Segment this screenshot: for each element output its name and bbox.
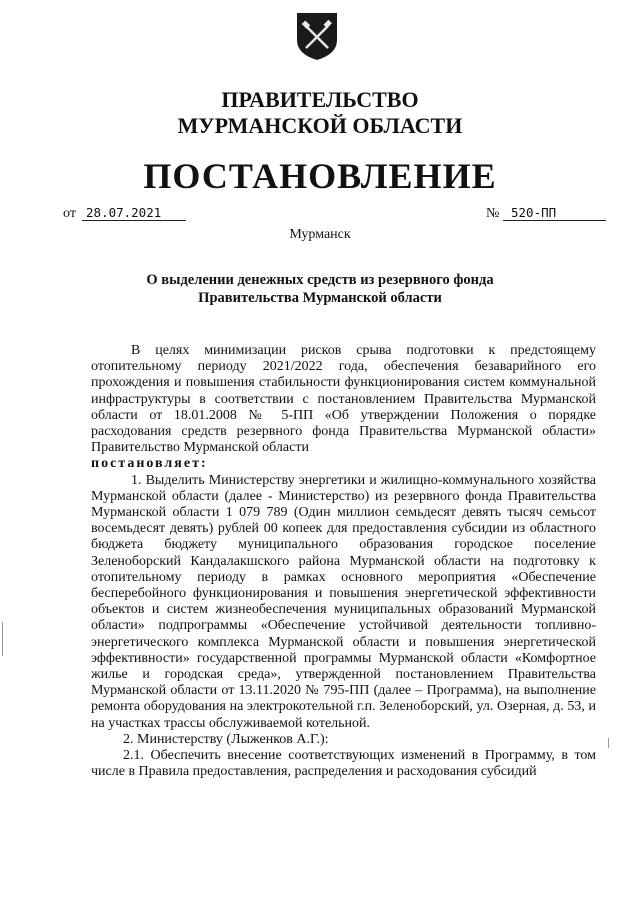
subject-line1: О выделении денежных средств из резервного фонда [146, 272, 494, 288]
government-title-line2: МУРМАНСКОЙ ОБЛАСТИ [177, 113, 463, 138]
preamble-text: В целях минимизации рисков срыва подготовки к предстоящему отопительному периоду 2021/2022 года, обеспечения безаварийного его прохождения и повышения стабильности функционирования систем коммунальной инфраструктуры в соответствии с постановлением Правительства Мурманской области от 18.01.2008 № 5-ПП «Об утверждении Положения о порядке расходования средств резервного фонда Правительства Мурманской области» Правительство Мурманской области [91, 343, 596, 456]
item-1-paragraph: 1. Выделить Министерству энергетики и жилищно-коммунального хозяйства Мурманской области (далее - Министерство) из резервного фонда Правительства Мурманской области 1 079 789 (Один миллион семьдесят девять тысяч семьсот восемьдесят девять) рублей 00 копеек для предоставления субсидии из областного бюджета бюджету муниципального образования городское поселение Зеленоборский Кандалакшского района Мурманской области на подготовку к отопительному периоду в рамках основного мероприятия «Обеспечение бесперебойного функционирования и повышения энергетической эффективности объектов и систем жизнеобеспечения муниципальных образований Мурманской области» подпрограммы «Обеспечение устойчивой деятельности топливно-энергетического комплекса Мурманской области и повышения энергетической эффективности» государственной программы Мурманской области «Комфортное жилье и городская среда», утвержденной постановлением Правительства Мурманской области от 13.11.2020 № 795-ПП (далее – Программа), на выполнение ремонта оборудования на электрокотельной г.п. Зеленоборский, ул. Озерная, д. 53, и на участках трассы обслуживаемой котельной. [91, 472, 596, 731]
document-date: 28.07.2021 [82, 205, 186, 221]
date-prefix: от [63, 206, 76, 221]
resolves-paragraph [91, 456, 596, 472]
coat-of-arms-icon [294, 10, 340, 62]
item-2-1-paragraph: 2.1. Обеспечить внесение соответствующих изменений в Программу, в том числе в Правила предоставления, распределения и расходования субсидий [91, 748, 596, 780]
subject-line2: Правительства Мурманской области [198, 290, 442, 306]
resolves-word: постановляет: [91, 456, 208, 472]
city-name: Мурманск [289, 227, 351, 242]
document-type-title: ПОСТАНОВЛЕНИЕ [143, 156, 497, 196]
government-title-line1: ПРАВИТЕЛЬСТВО [221, 87, 419, 112]
preamble-paragraph [91, 343, 596, 456]
document-body [91, 343, 596, 780]
scan-margin-mark [608, 738, 609, 748]
number-prefix: № [486, 206, 500, 221]
document-number: 520-ПП [503, 205, 606, 221]
scan-margin-mark [2, 622, 3, 656]
item-2-paragraph: 2. Министерству (Лыженков А.Г.): [123, 731, 329, 747]
